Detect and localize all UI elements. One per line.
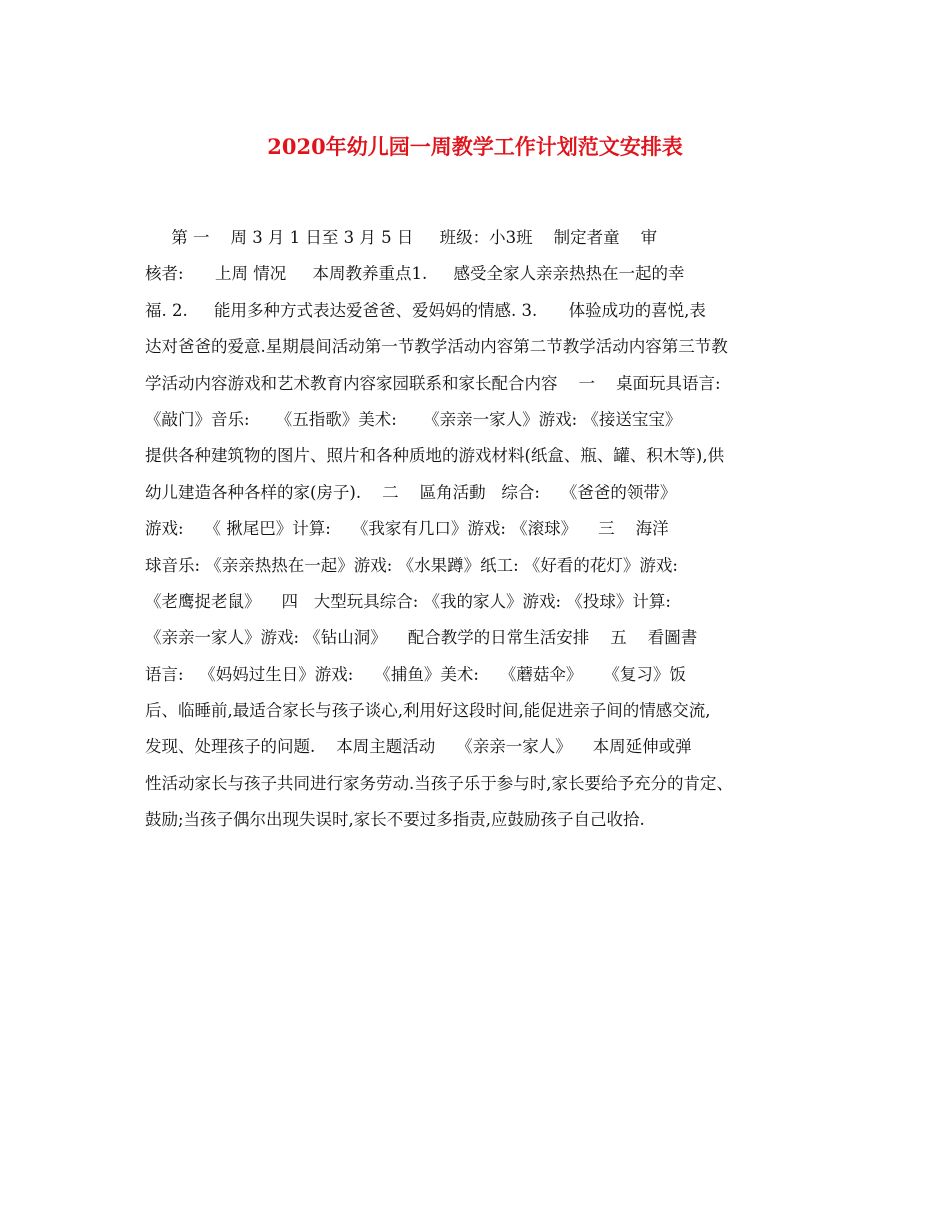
body-line: 鼓励;当孩子偶尔出现失误时,家长不要过多指责,应鼓励孩子自己收拾.	[145, 810, 645, 830]
body-line: 性活动家长与孩子共同进行家务劳动.当孩子乐于参与时,家长要给予充分的肯定、	[145, 773, 733, 793]
body-line: 球音乐: 《亲亲热热在一起》游戏: 《水果蹲》纸工: 《好看的花灯》游戏:	[145, 555, 678, 575]
document-title: 2020年幼儿园一周教学工作计划范文安排表	[267, 134, 683, 159]
body-line: 游戏: 《 揪尾巴》计算: 《我家有几口》游戏: 《滚球》 三 海洋	[145, 519, 669, 539]
body-line: 《老鹰捉老鼠》 四 大型玩具综合: 《我的家人》游戏: 《投球》计算:	[145, 591, 671, 611]
body-line: 幼儿建造各种各样的家(房子). 二 區角活動 综合: 《爸爸的领带》	[145, 482, 677, 502]
body-line: 《亲亲一家人》游戏: 《钻山洞》 配合教学的日常生活安排 五 看圖書	[145, 628, 698, 648]
body-line: 提供各种建筑物的图片、照片和各种质地的游戏材料(纸盒、瓶、罐、积木等),供	[145, 446, 725, 466]
body-line: 达对爸爸的爱意.星期晨间活动第一节教学活动内容第二节教学活动内容第三节教	[145, 337, 728, 357]
body-line: 福. 2. 能用多种方式表达爱爸爸、爱妈妈的情感. 3. 体验成功的喜悦,表	[145, 300, 706, 320]
body-line: 语言: 《妈妈过生日》游戏: 《捕鱼》美术: 《蘑菇伞》 《复习》饭	[145, 664, 686, 684]
body-line: 学活动内容游戏和艺术教育内容家园联系和家长配合内容 一 桌面玩具语言:	[145, 373, 721, 393]
body-line: 《敲门》音乐: 《五指歌》美术: 《亲亲一家人》游戏: 《接送宝宝》	[145, 409, 682, 429]
document-body	[145, 220, 810, 839]
body-line: 发现、处理孩子的问题. 本周主题活动 《亲亲一家人》 本周延伸或弹	[145, 737, 692, 757]
body-line: 核者: 上周 情况 本周教养重点1. 感受全家人亲亲热热在一起的幸	[145, 264, 685, 284]
body-line: 第 一 周 3 月 1 日至 3 月 5 日 班级：小3班 制定者童 审	[145, 228, 658, 247]
body-line: 后、临睡前,最适合家长与孩子谈心,利用好这段时间,能促进亲子间的情感交流,	[145, 701, 711, 721]
